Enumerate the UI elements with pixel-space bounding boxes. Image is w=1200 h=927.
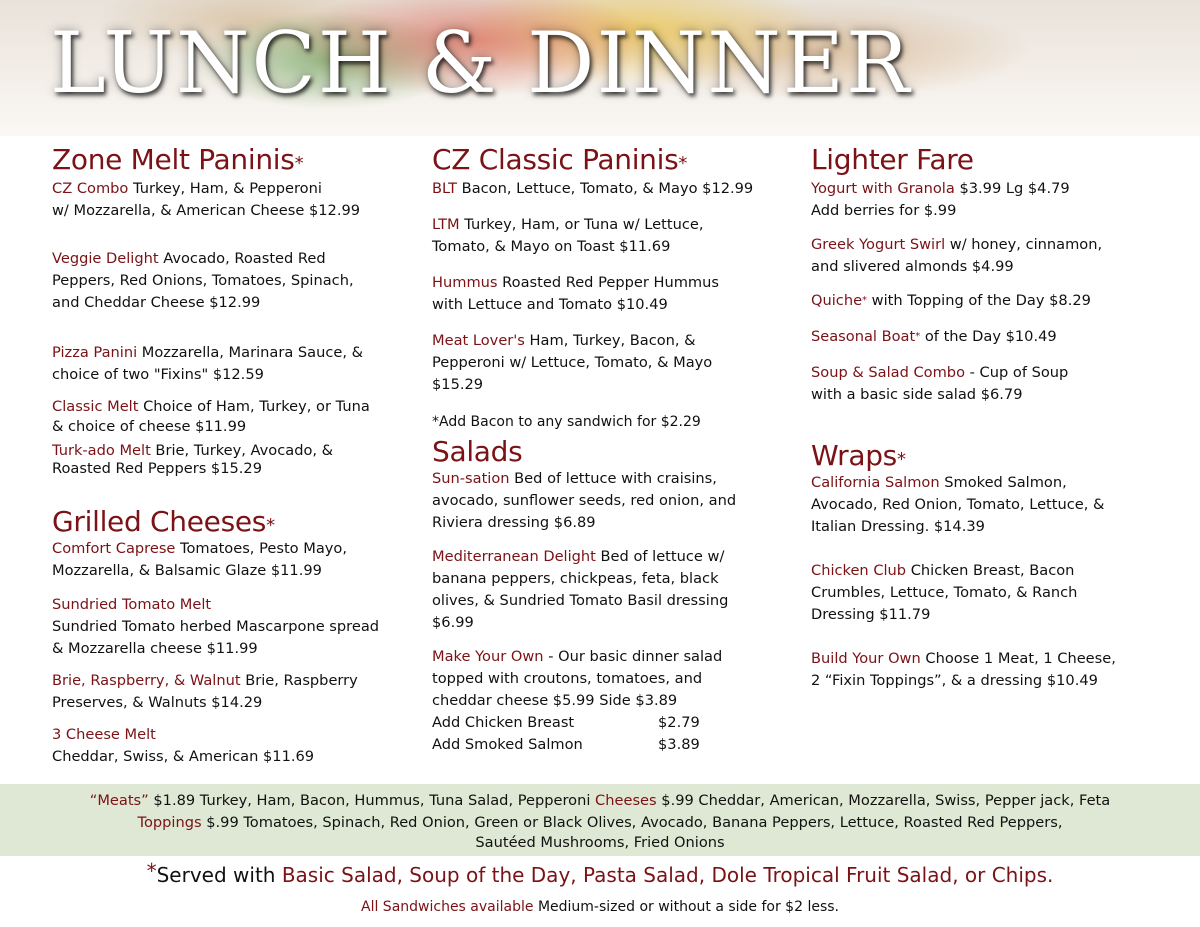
section-title-text: Wraps (811, 439, 897, 472)
section-title-text: Zone Melt Paninis (52, 143, 295, 176)
item-desc: Sundried Tomato herbed Mascarpone spread (52, 618, 380, 635)
item-desc: Mozzarella, & Balsamic Glaze $11.99 (52, 562, 322, 579)
item-desc: Avocado, Red Onion, Tomato, Lettuce, & (811, 496, 1105, 513)
item-name: California Salmon (811, 474, 940, 491)
extras-line (0, 812, 1200, 834)
section-title-classic (432, 140, 804, 180)
item-desc: Ham, Turkey, Bacon, & (524, 332, 696, 349)
addon-price: $3.89 (658, 736, 700, 753)
item-desc: Bed of lettuce w/ (595, 548, 725, 565)
toppings-label: Toppings (137, 814, 202, 831)
item-desc: Smoked Salmon, (939, 474, 1067, 491)
item-desc: $15.29 (432, 376, 484, 393)
item-desc: Tomatoes, Pesto Mayo, (175, 540, 347, 557)
menu-item (432, 178, 804, 200)
item-name: Veggie Delight (52, 250, 159, 267)
item-name: Soup & Salad Combo (811, 364, 965, 381)
item-desc: Cheddar, Swiss, & American $11.69 (52, 748, 315, 765)
item-desc: olives, & Sundried Tomato Basil dressing (432, 592, 729, 609)
item-desc: Roasted Red Peppers $15.29 (52, 460, 262, 477)
column-left (52, 140, 420, 768)
item-desc: Pepperoni w/ Lettuce, Tomato, & Mayo (432, 354, 713, 371)
section-title-salads: Salads (432, 435, 523, 468)
item-name: Quiche (811, 292, 863, 309)
menu-item (432, 468, 804, 534)
page-title: LUNCH & DINNER (50, 14, 912, 112)
toppings-text-cont: Sautéed Mushrooms, Fried Onions (475, 834, 725, 851)
item-desc: with Lettuce and Tomato $10.49 (432, 296, 668, 313)
bacon-note: *Add Bacon to any sandwich for $2.29 (432, 414, 701, 430)
menu-item (811, 648, 1161, 692)
menu-item (52, 342, 420, 386)
served-with-line (0, 858, 1200, 892)
section-title-zone-melt (52, 140, 420, 180)
item-name: Greek Yogurt Swirl (811, 236, 946, 253)
section-title-text: Grilled Cheeses (52, 505, 267, 538)
section-title-lighter: Lighter Fare (811, 143, 974, 176)
item-name: Yogurt with Granola (811, 180, 955, 197)
item-desc: with Topping of the Day $8.29 (867, 292, 1091, 309)
salad-addon (432, 734, 804, 756)
item-desc: - Cup of Soup (965, 364, 1069, 381)
item-desc: Avocado, Roasted Red (158, 250, 326, 267)
star-marker: * (915, 331, 921, 342)
item-desc: and slivered almonds $4.99 (811, 258, 1014, 275)
item-desc: Add berries for $.99 (811, 202, 957, 219)
served-prefix: Served with (156, 863, 282, 887)
menu-item (432, 214, 804, 258)
extras-band (0, 784, 1200, 856)
section-title-grilled (52, 502, 420, 542)
item-name: Hummus (432, 274, 498, 291)
served-options: Basic Salad, Soup of the Day, Pasta Salad, Dole Tropical Fruit Salad, or Chips. (281, 863, 1054, 887)
item-desc: Crumbles, Lettuce, Tomato, & Ranch (811, 584, 1078, 601)
item-name: Brie, Raspberry, & Walnut (52, 672, 241, 689)
item-desc: Roasted Red Pepper Hummus (497, 274, 719, 291)
item-desc: Bacon, Lettuce, Tomato, & Mayo $12.99 (457, 180, 754, 197)
menu-item (811, 234, 1161, 278)
availability-note (0, 896, 1200, 918)
menu-item (432, 646, 804, 756)
addon-label: Add Chicken Breast (432, 714, 575, 731)
item-desc: w/ honey, cinnamon, (945, 236, 1103, 253)
item-name: Comfort Caprese (52, 540, 176, 557)
menu-item (52, 594, 420, 660)
menu-item (811, 178, 1161, 222)
item-name: Classic Melt (52, 398, 139, 415)
extras-line (0, 790, 1200, 812)
column-middle (432, 140, 804, 756)
addon-price: $2.79 (658, 714, 700, 731)
star-marker: * (678, 153, 688, 174)
item-desc: & choice of cheese $11.99 (52, 418, 247, 435)
star-marker: * (294, 153, 304, 174)
star-marker: * (266, 515, 275, 536)
cheeses-label: Cheeses (595, 792, 657, 809)
menu-item (432, 272, 804, 316)
item-name: 3 Cheese Melt (52, 726, 156, 743)
item-desc: Turkey, Ham, & Pepperoni (128, 180, 322, 197)
menu-item (432, 330, 804, 396)
item-desc: with a basic side salad $6.79 (811, 386, 1023, 403)
item-desc: $3.99 Lg $4.79 (954, 180, 1070, 197)
item-desc: Brie, Turkey, Avocado, & (150, 442, 334, 459)
item-desc: Preserves, & Walnuts $14.29 (52, 694, 263, 711)
item-name: Build Your Own (811, 650, 921, 667)
star-marker: * (146, 859, 157, 883)
item-desc: choice of two "Fixins" $12.59 (52, 366, 264, 383)
item-desc: - Our basic dinner salad (543, 648, 723, 665)
cheeses-text: $.99 Cheddar, American, Mozzarella, Swiss, Pepper jack, Feta (656, 792, 1111, 809)
availability-label: All Sandwiches available (361, 899, 534, 915)
menu-item (432, 546, 804, 634)
section-title-wraps (811, 436, 1161, 476)
availability-text: Medium-sized or without a side for $2 less. (533, 899, 839, 915)
menu-item (811, 362, 1161, 406)
item-desc: Bed of lettuce with craisins, (509, 470, 717, 487)
item-name: Pizza Panini (52, 344, 138, 361)
item-name: Sundried Tomato Melt (52, 596, 212, 613)
menu-item (52, 538, 420, 582)
item-name: CZ Combo (52, 180, 129, 197)
toppings-text: $.99 Tomatoes, Spinach, Red Onion, Green or Black Olives, Avocado, Banana Peppers, Lettuce, Roasted Red Peppers, (201, 814, 1063, 831)
item-desc: cheddar cheese $5.99 Side $3.89 (432, 692, 678, 709)
item-desc: Choice of Ham, Turkey, or Tuna (138, 398, 370, 415)
item-desc: Brie, Raspberry (240, 672, 358, 689)
item-desc: Chicken Breast, Bacon (906, 562, 1075, 579)
item-desc: of the Day $10.49 (920, 328, 1057, 345)
item-desc: $6.99 (432, 614, 474, 631)
star-marker: * (862, 295, 868, 306)
item-desc: Turkey, Ham, or Tuna w/ Lettuce, (459, 216, 704, 233)
menu-item (811, 472, 1161, 538)
item-desc: Riviera dressing $6.89 (432, 514, 596, 531)
item-desc: w/ Mozzarella, & American Cheese $12.99 (52, 202, 361, 219)
item-desc: topped with croutons, tomatoes, and (432, 670, 703, 687)
addon-label: Add Smoked Salmon (432, 736, 583, 753)
item-name: LTM (432, 216, 460, 233)
item-desc: avocado, sunflower seeds, red onion, and (432, 492, 737, 509)
menu-item (811, 290, 1161, 312)
item-name: Sun-sation (432, 470, 510, 487)
item-name: Mediterranean Delight (432, 548, 596, 565)
header-banner (0, 0, 1200, 136)
item-name: Turk-ado Melt (52, 442, 151, 459)
item-name: Make Your Own (432, 648, 544, 665)
item-name: Chicken Club (811, 562, 907, 579)
menu-item (811, 326, 1161, 348)
item-name: Seasonal Boat (811, 328, 916, 345)
item-desc: Peppers, Red Onions, Tomatoes, Spinach, (52, 272, 354, 289)
star-marker: * (896, 449, 906, 470)
menu-item (811, 560, 1161, 626)
meats-text: $1.89 Turkey, Ham, Bacon, Hummus, Tuna Salad, Pepperoni (148, 792, 596, 809)
menu-item (52, 178, 420, 222)
menu-item (52, 442, 420, 478)
menu-item (52, 724, 420, 768)
item-desc: Choose 1 Meat, 1 Cheese, (920, 650, 1116, 667)
meats-label: “Meats” (89, 792, 149, 809)
item-desc: banana peppers, chickpeas, feta, black (432, 570, 719, 587)
item-desc: and Cheddar Cheese $12.99 (52, 294, 261, 311)
column-right (811, 140, 1161, 692)
section-title-text: CZ Classic Paninis (432, 143, 679, 176)
item-desc: Italian Dressing. $14.39 (811, 518, 985, 535)
item-name: BLT (432, 180, 458, 197)
item-desc: Dressing $11.79 (811, 606, 931, 623)
menu-item (52, 396, 420, 436)
item-desc: Mozzarella, Marinara Sauce, & (137, 344, 364, 361)
menu-item (52, 248, 420, 314)
menu-item (52, 670, 420, 714)
item-desc: Tomato, & Mayo on Toast $11.69 (432, 238, 671, 255)
item-name: Meat Lover's (432, 332, 525, 349)
item-desc: & Mozzarella cheese $11.99 (52, 640, 258, 657)
salad-addon (432, 712, 804, 734)
item-desc: 2 “Fixin Toppings”, & a dressing $10.49 (811, 672, 1098, 689)
